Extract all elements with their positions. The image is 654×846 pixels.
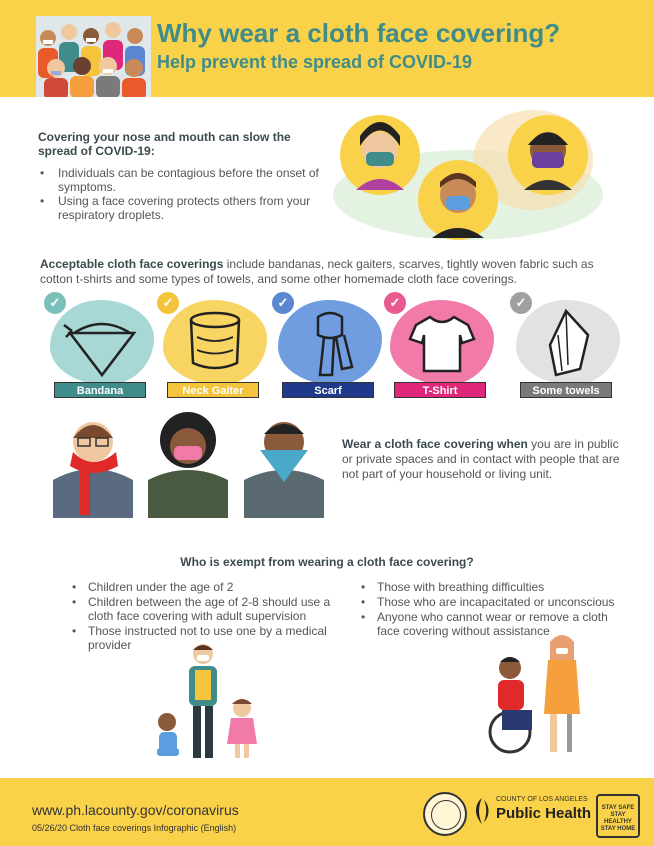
website-link[interactable]: www.ph.lacounty.gov/coronavirus (32, 802, 239, 818)
list-item: • Those with breathing difficulties (357, 580, 627, 594)
stay-line: STAY SAFE (601, 805, 635, 811)
document-date: 05/26/20 Cloth face coverings Infographic (English) (32, 823, 237, 833)
covering-scarf (270, 290, 390, 400)
when-lead: Wear a cloth face covering when (342, 437, 528, 451)
intro-section (38, 130, 328, 222)
list-item: • Children between the age of 2-8 should use a cloth face covering with adult supervision (68, 595, 348, 623)
covering-tshirt (382, 290, 502, 400)
footer-banner (0, 778, 654, 846)
stay-home-badge (596, 794, 640, 838)
scarf-icon (290, 305, 370, 380)
intro-bullets (38, 166, 328, 222)
list-item: • Anyone who cannot wear or remove a cloth face covering without assistance (357, 610, 627, 638)
public-health-logo (472, 796, 592, 836)
covering-label: Some towels (520, 382, 612, 398)
crowd-illustration (36, 16, 151, 97)
when-body: you are in public or private spaces and in contact with people that are not part of your household or living unit. (342, 437, 620, 481)
check-icon: ✓ (382, 290, 408, 316)
neck-gaiter-icon (175, 305, 255, 380)
wheelchair-illustration (482, 628, 597, 758)
list-item: • Individuals can be contagious before the onset of symptoms. (38, 166, 328, 194)
check-icon: ✓ (42, 290, 68, 316)
covering-label: Scarf (282, 382, 374, 398)
check-icon: ✓ (270, 290, 296, 316)
list-item: • Children under the age of 2 (68, 580, 348, 594)
towel-icon (528, 305, 608, 380)
covering-neck-gaiter (155, 290, 275, 400)
masked-faces-illustration (318, 100, 608, 250)
family-illustration (145, 640, 275, 765)
when-to-wear-text (342, 437, 622, 482)
covering-label: T-Shirt (394, 382, 486, 398)
tshirt-icon (402, 305, 482, 380)
exempt-heading: Who is exempt from wearing a cloth face covering? (180, 555, 474, 569)
list-item: • Those who are incapacitated or unconscious (357, 595, 627, 609)
acceptable-lead: Acceptable cloth face coverings (40, 257, 224, 271)
covering-bandana (42, 290, 162, 400)
people-wearing-coverings-illustration (48, 410, 333, 518)
intro-heading: Covering your nose and mouth can slow the spread of COVID-19: (38, 130, 291, 158)
page-title: Why wear a cloth face covering? (157, 18, 561, 48)
county-seal-icon (423, 792, 467, 836)
public-health-mark-icon (472, 798, 492, 824)
covering-label: Neck Gaiter (167, 382, 259, 398)
page-subtitle: Help prevent the spread of COVID-19 (157, 52, 473, 72)
acceptable-coverings-text (40, 257, 620, 287)
covering-towel (508, 290, 628, 400)
bandana-icon (62, 305, 142, 380)
list-item: • Using a face covering protects others from your respiratory droplets. (38, 194, 328, 222)
public-health-name: Public Health (496, 805, 592, 822)
stay-line: STAY HEALTHY (604, 812, 632, 825)
check-icon: ✓ (508, 290, 534, 316)
public-health-county: COUNTY OF LOS ANGELES (496, 796, 588, 803)
coverings-row (0, 290, 654, 405)
acceptable-body: include bandanas, neck gaiters, scarves, tightly woven fabric such as cotton t-shirts and some types of towels, and some other homemade cloth face coverings. (40, 257, 594, 286)
list-item: • Those instructed not to use one by a medical provider (68, 624, 348, 652)
covering-label: Bandana (54, 382, 146, 398)
stay-line: STAY HOME (600, 826, 636, 832)
header-banner (0, 0, 654, 97)
check-icon: ✓ (155, 290, 181, 316)
